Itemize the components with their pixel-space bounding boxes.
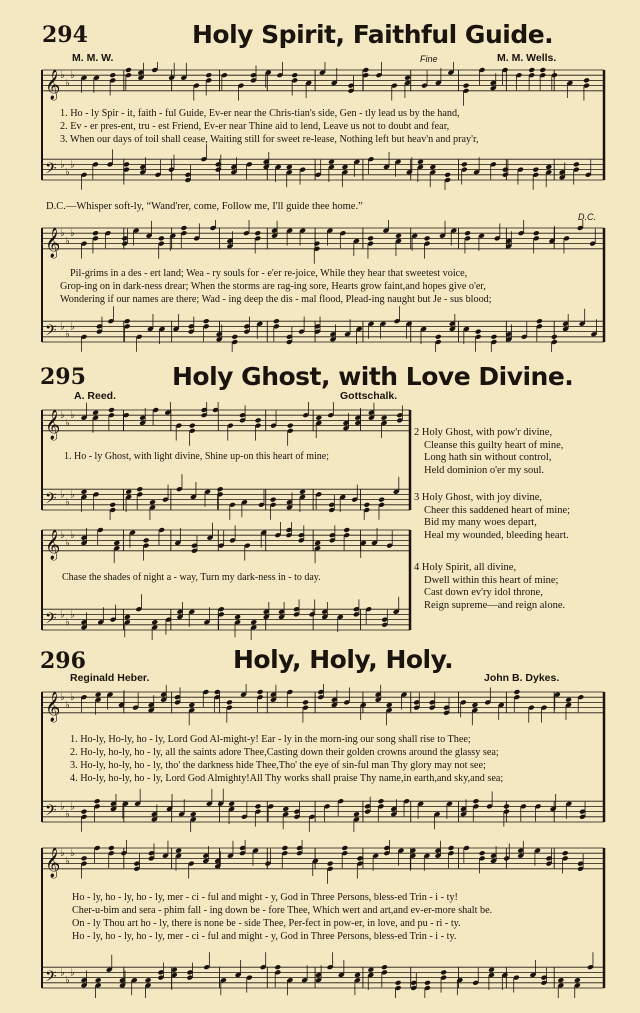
stanza-line: Long hath sin without control, <box>424 452 552 463</box>
svg-text:♭: ♭ <box>60 410 65 422</box>
svg-text:♭: ♭ <box>65 538 70 549</box>
verse-line: Cher-u-bim and sera - phim fall - ing down be - fore Thee, Which wert and art,and ev-er-more shalt be. <box>72 905 493 916</box>
stanza-line: Cleanse this guilty heart of mine, <box>424 439 564 451</box>
music-credit: John B. Dykes. <box>484 672 560 684</box>
stanza <box>414 563 565 611</box>
svg-text:♭: ♭ <box>65 236 70 247</box>
verse-line: 1. Ho-ly, Ho-ly, ho - ly, Lord God Al-might-y! Ear - ly in the morn-ing our song shall rise to Thee; <box>70 734 471 745</box>
stanza-line: Cast down ev'ry idol throne, <box>424 587 543 598</box>
verse-line: On - ly Thou art ho - ly, there is none be - side Thee, Per-fect in pow-er, in love, and pu - ri - ty. <box>72 918 461 929</box>
svg-text:♭: ♭ <box>60 530 65 542</box>
svg-text:♭: ♭ <box>60 609 65 621</box>
svg-text:♭: ♭ <box>65 78 70 89</box>
music-credit: Gottschalk. <box>340 390 398 402</box>
verse-line: Wondering if our names are there; Wad - ing deep the dis - mal flood, Plead-ing naught but Je - sus blood; <box>60 294 492 305</box>
stanza <box>414 493 570 541</box>
svg-text:♭: ♭ <box>60 489 65 501</box>
stanza-line: Bid my many woes depart, <box>424 517 537 528</box>
svg-text:𝄢: 𝄢 <box>45 802 57 823</box>
svg-text:𝄢: 𝄢 <box>45 610 57 631</box>
stanza-line: 2 Holy Ghost, with pow'r divine, <box>414 427 553 438</box>
words-credit: Reginald Heber. <box>70 672 150 684</box>
hymn-title: Holy Spirit, Faithful Guide. <box>192 20 554 49</box>
svg-text:♭: ♭ <box>60 70 65 82</box>
stanza-line: 4 Holy Spirit, all divine, <box>414 562 517 573</box>
verse-line: 1. Ho - ly Spir - it, faith - ful Guide, Ev-er near the Chris-tian's side, Gen - tly lead us by the hand, <box>60 108 460 119</box>
svg-text:♭: ♭ <box>60 321 65 333</box>
svg-text:♭: ♭ <box>65 809 70 821</box>
svg-text:𝄢: 𝄢 <box>45 322 57 343</box>
svg-text:𝄞: 𝄞 <box>45 69 61 100</box>
stanza-line: Cheer this saddened heart of mine; <box>424 504 571 516</box>
svg-text:♭: ♭ <box>60 801 65 813</box>
fine-mark: Fine <box>420 54 438 64</box>
stanza-line: Dwell within this heart of mine; <box>424 574 559 586</box>
svg-text:♭: ♭ <box>65 975 70 987</box>
svg-text:♭: ♭ <box>60 967 65 979</box>
svg-text:♭: ♭ <box>70 967 75 979</box>
dc-mark: D.C. <box>578 212 596 222</box>
verse-line: Grop-ing on in dark-ness drear; When the storms are rag-ing sore, Hearts grow faint,and hopes give o'er, <box>60 281 486 292</box>
stanza-line: Reign supreme—and reign alone. <box>424 599 566 611</box>
words-credit: A. Reed. <box>74 390 117 402</box>
svg-text:♭: ♭ <box>70 321 75 333</box>
svg-text:♭: ♭ <box>70 228 75 240</box>
svg-text:♭: ♭ <box>65 497 70 509</box>
svg-text:♭: ♭ <box>60 692 65 704</box>
svg-text:𝄞: 𝄞 <box>45 691 61 722</box>
verse-line: Ho - ly, ho - ly, ho - ly, mer - ci - ful and might - y, God in Three Persons, bless-ed Trin - i - ty! <box>72 892 458 903</box>
svg-text:♭: ♭ <box>70 848 75 860</box>
svg-text:♭: ♭ <box>65 418 70 429</box>
svg-text:♭: ♭ <box>65 700 70 711</box>
svg-text:♭: ♭ <box>60 228 65 240</box>
svg-text:♭: ♭ <box>65 329 70 341</box>
svg-text:♭: ♭ <box>65 617 70 629</box>
verse-line: 4. Ho-ly, ho-ly, ho - ly, Lord God Almighty!All Thy works shall praise Thy name,in earth,and sky,and sea; <box>70 773 504 784</box>
svg-text:♭: ♭ <box>70 489 75 501</box>
words-credit: M. M. W. <box>72 52 114 64</box>
svg-text:𝄢: 𝄢 <box>45 968 57 989</box>
svg-text:♭: ♭ <box>70 609 75 621</box>
music-credit: M. M. Wells. <box>497 52 557 64</box>
svg-text:♭: ♭ <box>70 692 75 704</box>
verse-line: 2. Ev - er pres-ent, tru - est Friend, Ev-er near Thine aid to lend, Leave us not to doubt and fear, <box>60 121 450 132</box>
verse-line: 1. Ho - ly Ghost, with light divine, Shine up-on this heart of mine; <box>64 451 329 462</box>
svg-text:♭: ♭ <box>70 410 75 422</box>
svg-text:♭: ♭ <box>70 801 75 813</box>
svg-text:♭: ♭ <box>70 159 75 171</box>
hymn-title: Holy Ghost, with Love Divine. <box>172 362 574 391</box>
svg-text:♭: ♭ <box>70 70 75 82</box>
stanza-line: Held dominion o'er my soul. <box>424 464 545 476</box>
svg-text:𝄞: 𝄞 <box>45 529 61 560</box>
hymn-title: Holy, Holy, Holy. <box>233 645 454 674</box>
stanza-line: Heal my wounded, bleeding heart. <box>424 529 569 541</box>
svg-text:♭: ♭ <box>65 167 70 179</box>
svg-text:𝄢: 𝄢 <box>45 490 57 511</box>
svg-text:♭: ♭ <box>65 856 70 867</box>
svg-text:𝄞: 𝄞 <box>45 409 61 440</box>
svg-text:𝄞: 𝄞 <box>45 227 61 258</box>
hymn-number: 296 <box>40 648 86 674</box>
svg-text:𝄢: 𝄢 <box>45 160 57 181</box>
stanza-line: 3 Holy Ghost, with joy divine, <box>414 492 543 503</box>
verse-line: 3. Ho-ly, ho-ly, ho - ly, tho' the darkness hide Thee,Tho' the eye of sin-ful man Thy glory may not see; <box>70 760 486 771</box>
verse-line: Pil-grims in a des - ert land; Wea - ry souls for - e'er re-joice, While they hear that sweetest voice, <box>70 268 468 279</box>
svg-text:♭: ♭ <box>60 159 65 171</box>
hymn-number: 295 <box>40 364 86 390</box>
svg-text:𝄞: 𝄞 <box>45 847 61 878</box>
verse-line: Chase the shades of night a - way, Turn my dark-ness in - to day. <box>62 572 321 583</box>
hymn-number: 294 <box>42 22 88 48</box>
verse-line: 2. Ho-ly, ho-ly, ho - ly, all the saints adore Thee,Casting down their golden crowns around the glassy sea; <box>70 747 499 758</box>
svg-text:♭: ♭ <box>70 530 75 542</box>
svg-text:♭: ♭ <box>60 848 65 860</box>
dc-instruction: D.C.—Whisper soft-ly, “Wand'rer, come, Follow me, I'll guide thee home.” <box>46 201 363 212</box>
verse-line: 3. When our days of toil shall cease, Waiting still for sweet re-lease, Nothing left but heav'n and pray'r, <box>60 134 479 145</box>
verse-line: Ho - ly, ho - ly, ho - ly, mer - ci - ful and might - y, God in Three Persons, bless-ed Trin - i - ty. <box>72 931 457 942</box>
stanza <box>414 428 563 476</box>
